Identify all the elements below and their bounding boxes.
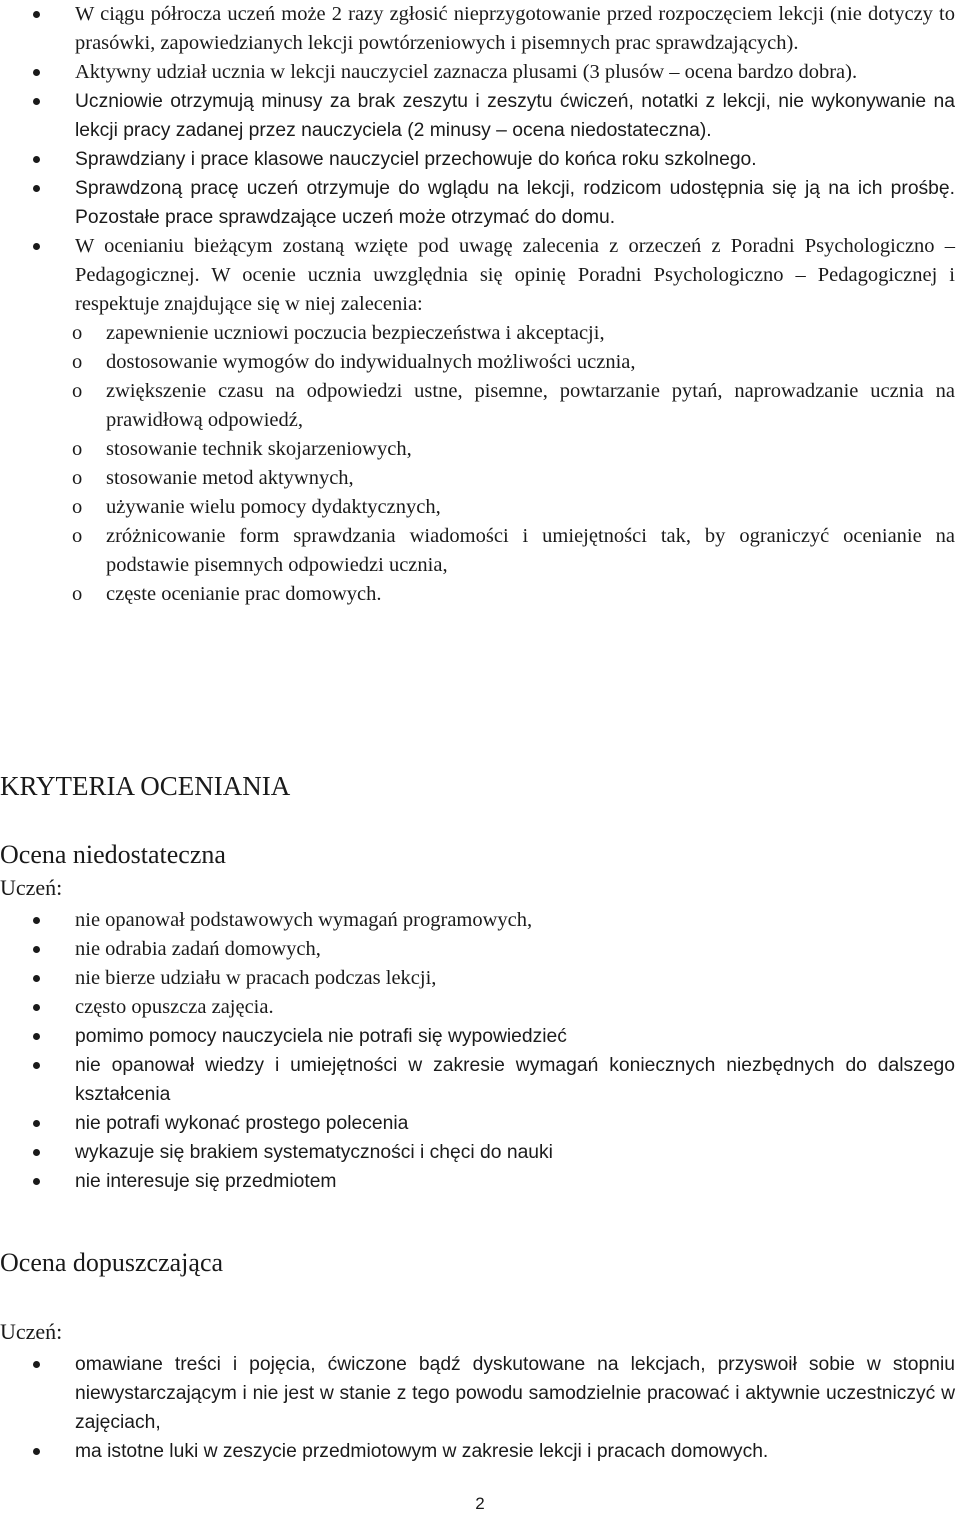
- section-title-dopuszczajaca: Ocena dopuszczająca: [0, 1248, 224, 1277]
- list-item: Uczniowie otrzymują minusy za brak zeszytu i zeszytu ćwiczeń, notatki z lekcji, nie wykonywanie na lekcji pracy zadanej przez nauczyciela (2 minusy – ocena niedostateczna).: [30, 87, 955, 145]
- list-item: o dostosowanie wymogów do indywidualnych możliwości ucznia,: [72, 351, 636, 373]
- list-item: o stosowanie metod aktywnych,: [72, 467, 354, 489]
- section-title-niedostateczna: Ocena niedostateczna: [0, 840, 226, 869]
- list-item: o zapewnienie uczniowi poczucia bezpieczeństwa i akceptacji,: [72, 322, 605, 344]
- list-item: nie potrafi wykonać prostego polecenia: [30, 1109, 955, 1138]
- list-item: nie odrabia zadań domowych,: [30, 935, 955, 964]
- list-item: omawiane treści i pojęcia, ćwiczone bądź dyskutowane na lekcjach, przyswoił sobie w stopniu niewystarczającym i nie jest w stanie z tego powodu samodzielnie pracować i aktywnie uczestniczyć w zajęciach,: [30, 1350, 955, 1437]
- list-item: o częste ocenianie prac domowych.: [72, 583, 382, 605]
- dopuszczajaca-list: [30, 1350, 955, 1466]
- list-item: ma istotne luki w zeszycie przedmiotowym w zakresie lekcji i pracach domowych.: [30, 1437, 955, 1466]
- section-label-uczen: Uczeń:: [0, 1319, 63, 1344]
- list-item: nie opanował podstawowych wymagań programowych,: [30, 906, 955, 935]
- list-item: W ciągu półrocza uczeń może 2 razy zgłosić nieprzygotowanie przed rozpoczęciem lekcji (nie dotyczy to prasówki, zapowiedzianych lekcji powtórzeniowych i pisemnych prac sprawdzających).: [30, 0, 955, 58]
- rules-list: [30, 0, 955, 609]
- list-item: W ocenianiu bieżącym zostaną wzięte pod uwagę zalecenia z orzeczeń z Poradni Psychologiczno – Pedagogicznej. W ocenie ucznia uwzględnia się opinię Poradni Psychologiczno – Pedagogicznej i respektuje znajdujące się w niej zalecenia: o zapewnienie uczniowi poczucia bezpieczeństwa i akceptacji, o dostosowanie wymogów do indywidualnych możliwości ucznia, o zwiększenie czasu na odpowiedzi ustne, pisemne, powtarzanie pytań, naprowadzanie ucznia na prawidłową odpowiedź, o stosowanie technik skojarzeniowych, o stosowanie metod aktywnych, o używanie wielu pomocy dydaktycznych, o zróżnicowanie form sprawdzania wiadomości i umiejętności tak, by ograniczyć ocenianie na podstawie pisemnych odpowiedzi ucznia, o częste ocenianie prac domowych.: [30, 232, 955, 609]
- list-item: nie opanował wiedzy i umiejętności w zakresie wymagań koniecznych niezbędnych do dalszego kształcenia: [30, 1051, 955, 1109]
- list-item: pomimo pomocy nauczyciela nie potrafi się wypowiedzieć: [30, 1022, 955, 1051]
- list-item: wykazuje się brakiem systematyczności i chęci do nauki: [30, 1138, 955, 1167]
- niedostateczna-list: [30, 906, 955, 1196]
- list-item: nie bierze udziału w pracach podczas lekcji,: [30, 964, 955, 993]
- recommendations-list: [30, 319, 955, 609]
- list-item: często opuszcza zajęcia.: [30, 993, 955, 1022]
- list-item: nie interesuje się przedmiotem: [30, 1167, 955, 1196]
- criteria-heading: KRYTERIA OCENIANIA: [0, 771, 291, 801]
- list-item: o zróżnicowanie form sprawdzania wiadomości i umiejętności tak, by ograniczyć ocenianie na podstawie pisemnych odpowiedzi ucznia,: [72, 525, 955, 576]
- section-label-uczen: Uczeń:: [0, 875, 63, 900]
- page-number: 2: [475, 1494, 485, 1513]
- list-item: o używanie wielu pomocy dydaktycznych,: [72, 496, 441, 518]
- list-item: o stosowanie technik skojarzeniowych,: [72, 438, 412, 460]
- list-item: o zwiększenie czasu na odpowiedzi ustne, pisemne, powtarzanie pytań, naprowadzanie ucznia na prawidłową odpowiedź,: [72, 380, 955, 431]
- list-item: Sprawdzoną pracę uczeń otrzymuje do wglądu na lekcji, rodzicom udostępnia się ją na ich prośbę. Pozostałe prace sprawdzające uczeń może otrzymać do domu.: [30, 174, 955, 232]
- list-item: Sprawdziany i prace klasowe nauczyciel przechowuje do końca roku szkolnego.: [30, 145, 955, 174]
- list-item: Aktywny udział ucznia w lekcji nauczyciel zaznacza plusami (3 plusów – ocena bardzo dobra).: [30, 58, 955, 87]
